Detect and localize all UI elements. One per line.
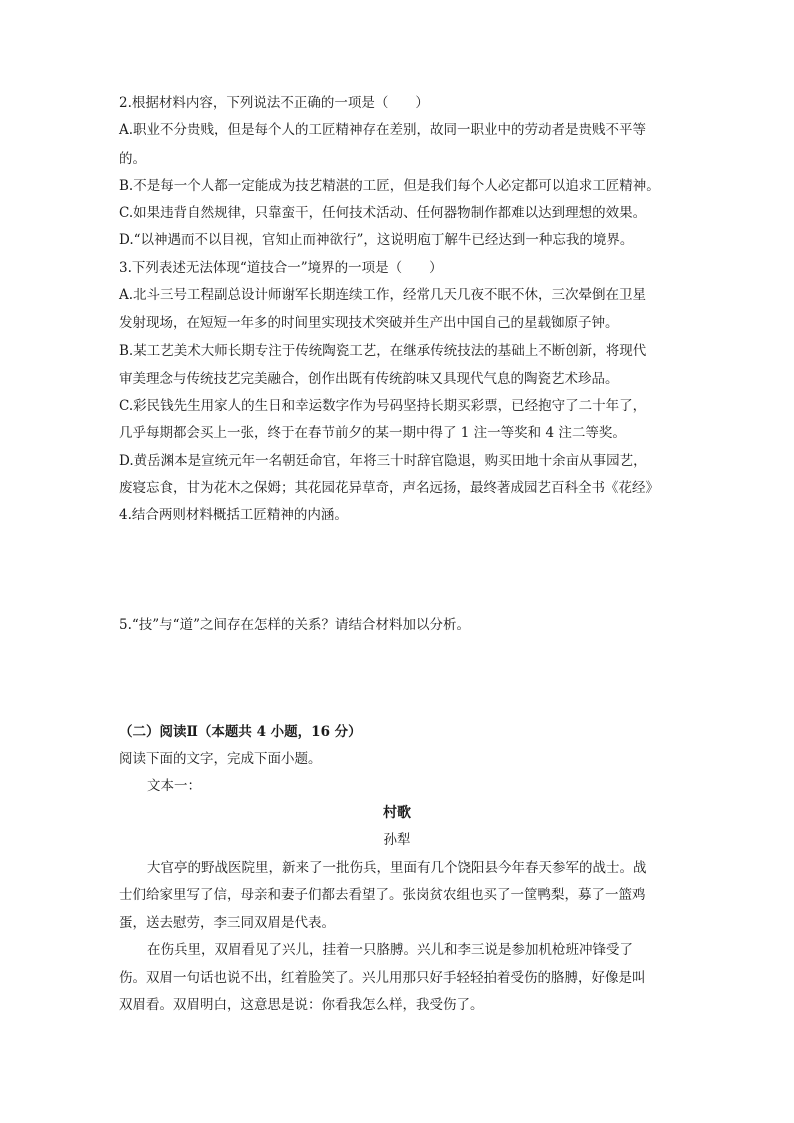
- paragraph-2-line-1: 在伤兵里，双眉看见了兴儿，挂着一只胳膊。兴儿和李三说是参加机枪班冲锋受了: [147, 942, 633, 958]
- q2-stem: 2.根据材料内容，下列说法不正确的一项是（ ）: [119, 95, 429, 111]
- section-heading: （二）阅读Ⅱ（本题共 4 小题，16 分）: [119, 724, 362, 740]
- section-instruction: 阅读下面的文字，完成下面小题。: [119, 751, 322, 767]
- q2-option-a-cont: 的。: [119, 151, 146, 167]
- q3-option-c-cont: 几乎每期都会买上一张，终于在春节前夕的某一期中得了 1 注一等奖和 4 注二等奖。: [119, 425, 626, 441]
- q2-option-a: A.职业不分贵贱，但是每个人的工匠精神存在差别，故同一职业中的劳动者是贵贱不平等: [119, 122, 647, 138]
- q3-option-d-cont: 废寝忘食，甘为花木之保姆；其花园花异草奇，声名远扬，最终著成园艺百科全书《花经》: [119, 480, 659, 496]
- paragraph-2-line-3: 双眉看。双眉明白，这意思是说：你看我怎么样，我受伤了。: [119, 997, 484, 1013]
- q3-stem: 3.下列表述无法体现“道技合一”境界的一项是（ ）: [119, 260, 443, 276]
- article-author: 孙犁: [383, 832, 411, 848]
- paragraph-2-line-2: 伤。双眉一句话也说不出，红着脸笑了。兴儿用那只好手轻轻拍着受伤的胳膊，好像是叫: [119, 970, 646, 986]
- text-label: 文本一：: [147, 778, 201, 794]
- q2-option-b: B.不是每一个人都一定能成为技艺精湛的工匠，但是我们每个人必定都可以追求工匠精神。: [119, 178, 660, 194]
- q2-option-c: C.如果违背自然规律，只靠蛮干，任何技术活动、任何器物制作都难以达到理想的效果。: [119, 205, 647, 221]
- q4-stem: 4.结合两则材料概括工匠精神的内涵。: [119, 507, 348, 523]
- q3-option-c: C.彩民钱先生用家人的生日和幸运数字作为号码坚持长期买彩票，已经抱守了二十年了，: [119, 398, 647, 414]
- q3-option-b: B.某工艺美术大师长期专注于传统陶瓷工艺，在继承传统技法的基础上不断创新，将现代: [119, 343, 647, 359]
- paragraph-1-line-2: 士们给家里写了信，母亲和妻子们都去看望了。张岗贫农组也买了一筐鸭梨，募了一篮鸡: [119, 887, 646, 903]
- paragraph-1-line-3: 蛋，送去慰劳，李三同双眉是代表。: [119, 915, 335, 931]
- q3-option-a-cont: 发射现场，在短短一年多的时间里实现技术突破并生产出中国自己的星载铷原子钟。: [119, 315, 619, 331]
- q5-stem: 5.“技”与“道”之间存在怎样的关系？请结合材料加以分析。: [119, 617, 470, 633]
- q3-option-a: A.北斗三号工程副总设计师谢军长期连续工作，经常几天几夜不眠不休，三次晕倒在卫星: [119, 287, 647, 303]
- q2-option-d: D.“以神遇而不以目视，官知止而神欲行”，这说明庖丁解牛已经达到一种忘我的境界。: [119, 232, 634, 248]
- q3-option-b-cont: 审美理念与传统技艺完美融合，创作出既有传统韵味又具现代气息的陶瓷艺术珍品。: [119, 371, 619, 387]
- q3-option-d: D.黄岳渊本是宣统元年一名朝廷命官，年将三十时辞官隐退，购买田地十余亩从事园艺，: [119, 453, 647, 469]
- paragraph-1-line-1: 大官亭的野战医院里，新来了一批伤兵，里面有几个饶阳县今年春天参军的战士。战: [147, 860, 647, 876]
- article-title: 村歌: [383, 805, 411, 821]
